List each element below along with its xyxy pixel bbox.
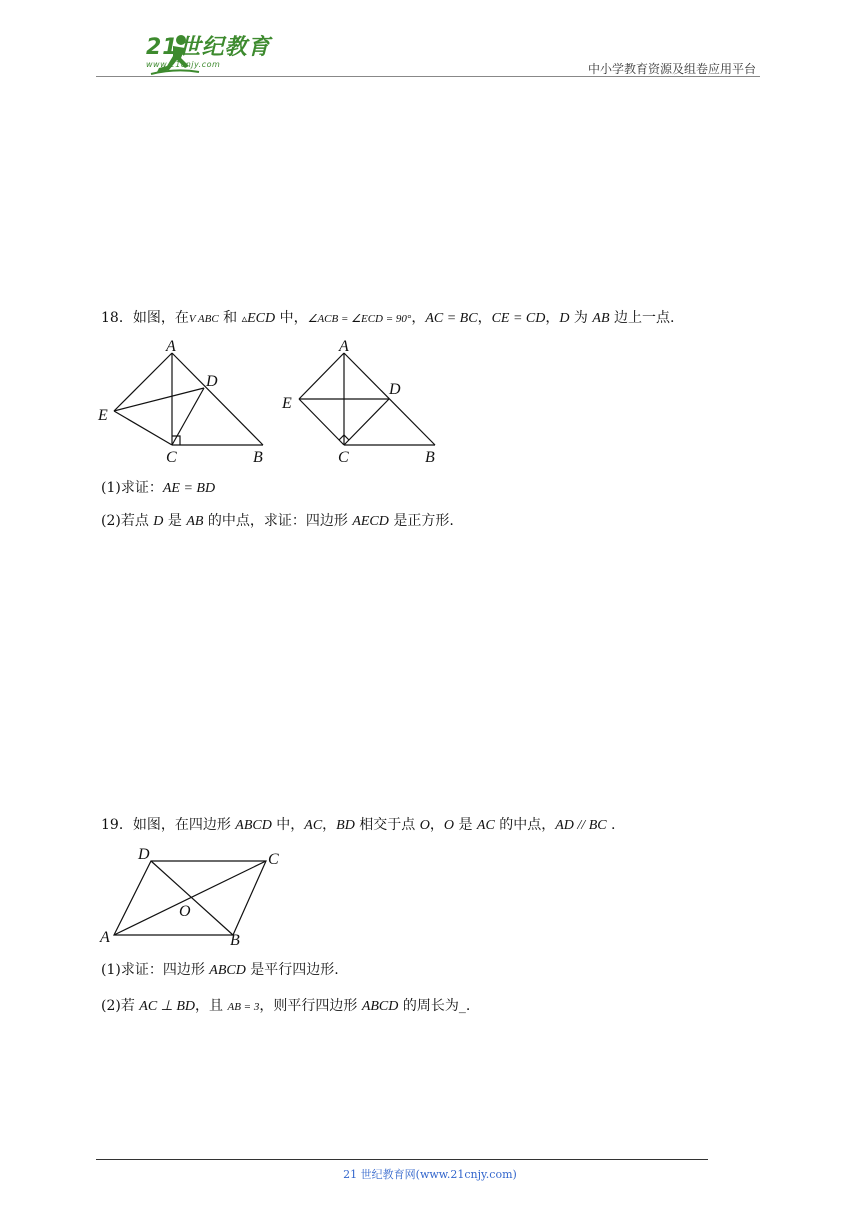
q19-g: .: [606, 817, 616, 833]
fig2-label-e: E: [282, 395, 292, 412]
fig3-label-a: A: [100, 929, 110, 946]
footer-link[interactable]: 21 世纪教育网(www.21cnjy.com): [343, 1168, 517, 1181]
q19-b: 中，: [271, 817, 305, 833]
q18-tail: 边上一点.: [609, 310, 675, 326]
fig3-label-b: B: [230, 932, 240, 949]
q19-figure: [96, 842, 296, 952]
q18-part2-ab: AB: [186, 514, 204, 529]
q18-part2-d: D: [153, 514, 164, 529]
fig2-label-b: B: [425, 449, 435, 466]
q18-part2-tail: 是正方形.: [388, 513, 454, 529]
q18-tri1: V ABC: [188, 313, 219, 325]
q19-part1-b: 是平行四边形.: [245, 962, 339, 978]
q19-shape: ABCD: [235, 818, 272, 833]
q18-part2-shape: AECD: [352, 514, 389, 529]
page-header: [96, 30, 760, 78]
q19-ac2: AC: [476, 818, 495, 833]
q18-prefix: 18．如图，在: [101, 310, 189, 326]
q19-part2: [101, 997, 470, 1016]
q19-f: 的中点，: [494, 817, 556, 833]
q19-part2-b: ，且: [195, 998, 228, 1014]
fig3-label-d: D: [138, 846, 150, 863]
q18-eq1: AC = BC: [425, 311, 478, 326]
q18-part1: [101, 479, 215, 498]
q18-stem: [101, 309, 674, 328]
q18-angles: ∠ACB = ∠ECD = 90°: [307, 313, 412, 325]
q18-point-d: D: [559, 311, 570, 326]
q19-part2-d: 的周长为: [398, 998, 459, 1014]
fig1-label-e: E: [98, 407, 108, 424]
q19-ac: AC: [304, 818, 323, 833]
fig3-label-c: C: [268, 851, 279, 868]
fig3-label-o: O: [179, 903, 191, 920]
q18-and: 和: [218, 310, 242, 326]
q18-figure-left: [96, 336, 276, 466]
fig1-label-c: C: [166, 449, 177, 466]
q18-mid: 中，: [275, 310, 308, 326]
footer-divider: [96, 1159, 708, 1160]
q19-part1: [101, 961, 339, 980]
logo-url: www.21cnjy.com: [146, 60, 221, 69]
q19-part1-a: (1)求证：四边形: [101, 962, 210, 978]
q19-part2-ab: AB = 3: [227, 1001, 260, 1013]
fig2-label-a: A: [339, 338, 349, 355]
q18-ab: AB: [592, 311, 610, 326]
q19-sep: ，: [322, 817, 337, 833]
q18-part2: [101, 512, 454, 531]
header-divider: [96, 76, 760, 77]
q19-part2-e: .: [465, 998, 471, 1014]
q19-stem: [101, 816, 616, 835]
q18-part2-a: (2)若点: [101, 513, 154, 529]
platform-name: 中小学教育资源及组卷应用平台: [587, 62, 756, 76]
q19-part1-shape: ABCD: [209, 963, 246, 978]
q19-e: 是: [454, 817, 477, 833]
logo-text: 21世纪教育: [146, 35, 271, 60]
q18-sep1: ，: [411, 310, 426, 326]
q19-parallel: AD // BC: [555, 818, 607, 833]
q18-eq2: CE = CD: [491, 311, 546, 326]
q18-part1-prefix: (1)求证：: [101, 480, 163, 496]
fig1-label-d: D: [206, 373, 218, 390]
q19-part2-shape: ABCD: [361, 999, 399, 1014]
fig2-label-d: D: [389, 381, 401, 398]
triangle-icon: ▵: [241, 312, 248, 325]
fig1-label-a: A: [166, 338, 176, 355]
fig1-label-b: B: [253, 449, 263, 466]
q18-wei: 为: [569, 310, 593, 326]
q18-part1-eq: AE = BD: [162, 481, 216, 496]
q19-o2: O: [443, 818, 454, 833]
q19-a: 19．如图，在四边形: [101, 817, 236, 833]
q18-part2-c: 的中点，求证：四边形: [203, 513, 353, 529]
q18-part2-b: 是: [163, 513, 187, 529]
q18-sep2: ，: [477, 310, 492, 326]
q19-c: 相交于点: [354, 817, 420, 833]
q18-figure-right: [278, 336, 448, 466]
q18-tri2: ECD: [247, 311, 276, 326]
q19-part2-c: ，则平行四边形: [259, 998, 362, 1014]
q19-bd: BD: [336, 818, 355, 833]
q19-answer-blank[interactable]: _: [458, 998, 466, 1014]
q19-d: ，: [429, 817, 444, 833]
q19-o1: O: [419, 818, 430, 833]
q19-part2-a: (2)若: [101, 998, 140, 1014]
q19-part2-perp: AC ⊥ BD: [139, 999, 196, 1014]
fig2-label-c: C: [338, 449, 349, 466]
q18-sep3: ，: [545, 310, 560, 326]
